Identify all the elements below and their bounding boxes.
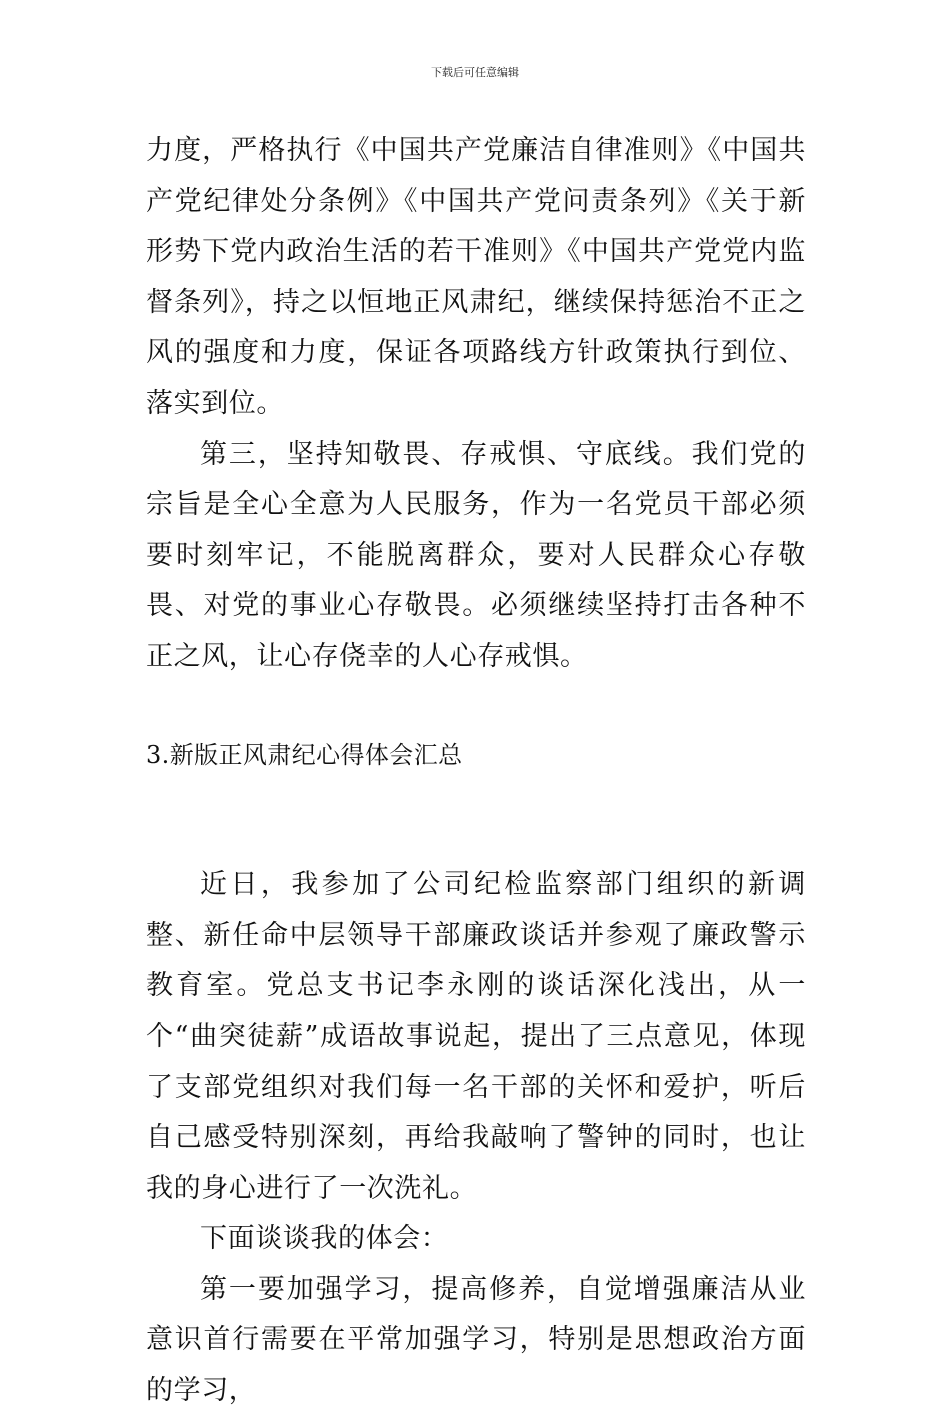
page-header-note: 下载后可任意编辑 [431, 66, 519, 79]
paragraph-third-point: 第三，坚持知敬畏、存戒惧、守底线。我们党的宗旨是全心全意为人民服务，作为一名党员干部必须要时刻牢记，不能脱离群众，要对人民群众心存敬畏、对党的事业心存敬畏。必须继续坚持打击各种不正之风，让心存侥幸的人心存戒惧。 [146, 438, 806, 672]
section-heading: 3.新版正风肃纪心得体会汇总 [146, 740, 463, 769]
paragraph-transition: 下面谈谈我的体会： [200, 1223, 449, 1255]
paragraph-intro: 近日，我参加了公司纪检监察部门组织的新调整、新任命中层领导干部廉政谈话并参观了廉政警示教育室。党总支书记李永刚的谈话深化浅出，从一个“曲突徒薪”成语故事说起，提出了三点意见，体现了支部党组织对我们每一名干部的关怀和爱护，听后自己感受特别深刻，再给我敲响了警钟的同时，也让我的身心进行了一次洗礼。 [146, 869, 806, 1204]
document-body [146, 126, 806, 1417]
paragraph-first-point: 第一要加强学习，提高修养，自觉增强廉洁从业意识首行需要在平常加强学习，特别是思想政治方面的学习， [146, 1273, 806, 1407]
paragraph-continuation: 力度，严格执行《中国共产党廉洁自律准则》《中国共产党纪律处分条例》《中国共产党问责条列》《关于新形势下党内政治生活的若干准则》《中国共产党党内监督条列》，持之以恒地正风肃纪，继续保持惩治不正之风的强度和力度，保证各项路线方针政策执行到位、落实到位。 [146, 135, 806, 419]
